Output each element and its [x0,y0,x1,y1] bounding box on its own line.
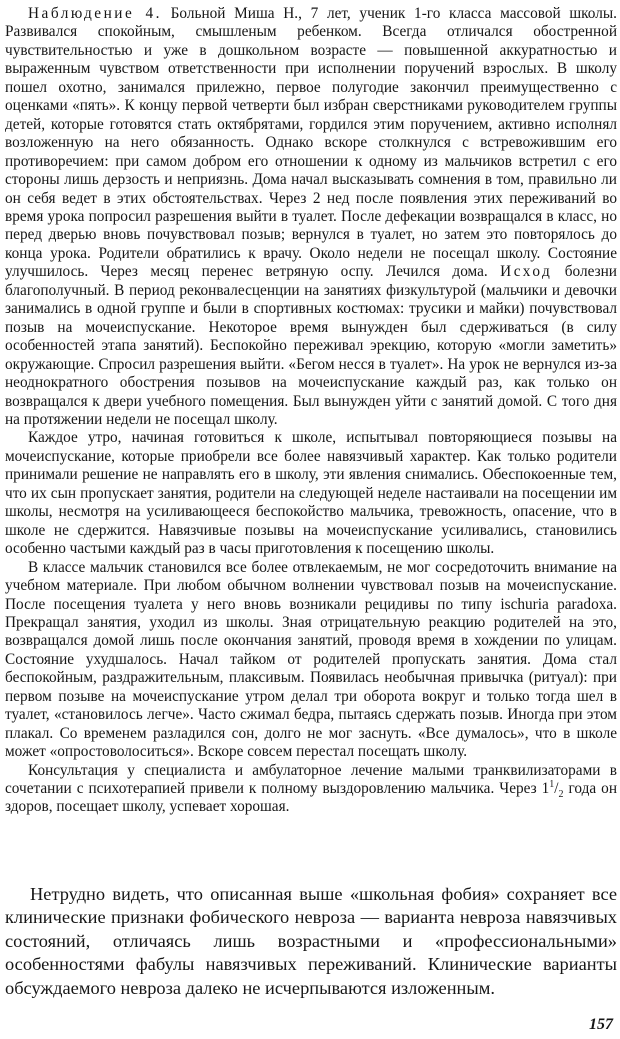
outcome-label: Исход [500,263,553,281]
fraction-numerator: 1 [549,778,555,790]
page-number: 157 [589,1016,613,1033]
observation-paragraph-4 [5,762,617,817]
main-text-block [5,883,617,1000]
observation-paragraph-1 [5,5,617,429]
treatment-text: Консультация у специалиста и амбулаторное лечение малыми транквилизаторами в сочетании с психотерапией привели к полному выздоровлению мальчика. Через 1 [5,761,617,798]
fraction: $^1/_2$ [549,778,564,801]
outcome-text: болезни благополучный. В период реконвалесценции на занятиях физкультурой (мальчики и девочки занимались в одной группе и были в спортивных костюмах: трусики и майки) почувствовал позыв на мочеиспускание. Некоторое время вынужден был сдерживаться (в силу особенностей этапа занятий). Беспокойно переживал эрекцию, которую «могли заметить» окружающие. Спросил разрешения выйти. «Бегом несся в туалет». На урок не вернулся из-за неоднократного обострения позывов на мочеиспускание каждый раз, как только он возвращался к двери учебного помещения. Был вынужден уйти с занятий домой. С того дня на протяжении недели не посещал школу. [5,263,617,428]
observation-heading: Наблюдение 4. [28,5,162,22]
observation-paragraph-2: Каждое утро, начиная готовиться к школе, испытывал повторяющиеся позывы на мочеиспускание, которые приобрели все более навязчивый характер. Как только родители принимали решение не направлять его в школу, эти явления снимались. Обеспокоенные тем, что их сын пропускает занятия, родители на следующей неделе настаивали на посещении им школы, несмотря на усиливающееся беспокойство мальчика, тревожность, опасение, что в школе не сдержится. Навязчивые позывы на мочеиспускание усиливались, становились особенно частыми каждый раз в часы приготовления к посещению школы. [5,429,617,558]
treatment-result-text: года он здоров, посещает школу, успевает хорошая. [5,780,618,816]
case-observation [5,5,617,817]
observation-paragraph-3: В классе мальчик становился все более отвлекаемым, не мог сосредоточить внимание на учебном материале. При любом обычном волнении чувствовал позыв на мочеиспускание. После посещения туалета у него вновь возникали рецидивы по типу ischuria paradoxa. Прекращал занятия, уходил из школы. Зная отрицательную реакцию родителей на это, возвращался домой лишь после окончания занятий, проводя время в хождении по улицам. Состояние ухудшалось. Начал тайком от родителей пропускать занятия. Дома стал беспокойным, раздражительным, плаксивым. Появилась необычная привычка (ритуал): при первом позыве на мочеиспускание утром делал три оборота вокруг и только тогда шел в туалет, «становилось легче». Часто сжимал бедра, пытаясь сдержать позыв. Иногда при этом плакал. Со временем разладился сон, долго не мог заснуть. «Все думалось», что в школе может «опростоволоситься». Вскоре совсем перестал посещать школу. [5,558,617,761]
fraction-denominator: 2 [558,789,564,801]
observation-intro-text: Больной Миша Н., 7 лет, ученик 1-го класса массовой школы. Развивался спокойным, смышленым ребенком. Всегда отличался обостренной чувствительностью и уже в дошкольном возрасте — повышенной аккуратностью и выраженным чувством ответственности при исполнении поручений взрослых. В школу пошел охотно, занимался прилежно, первое полугодие закончил преимущественно с оценками «пять». К концу первой четверти был избран сверстниками руководителем группы детей, которые готовятся стать октябрятами, гордился этим поручением, активно исполнял возложенную на него обязанность. Однако вскоре столкнулся с встревожившим его противоречием: при самом добром его отношении к одному из мальчиков встретил с его стороны лишь дерзость и неприязнь. Дома начал высказывать сомнения в том, правильно ли он себя ведет в этих обстоятельствах. Через 2 нед после появления этих переживаний во время урока попросил разрешения выйти в туалет. После дефекации возвращался в класс, но перед дверью вновь почувствовал позыв; вернулся в туалет, но затем это повторялось до конца урока. Родители обратились к врачу. Около недели не посещал школу. Состояние улучшилось. Через месяц перенес ветряную оспу. Лечился дома. [5,5,617,281]
main-paragraph: Нетрудно видеть, что описанная выше «школьная фобия» сохраняет все клинические признаки фобического невроза — варианта невроза навязчивых состояний, отличаясь лишь возрастными и «профессиональными» особенностями фабулы навязчивых переживаний. Клинические варианты обсуждаемого невроза далеко не исчерпываются изложенным. [5,884,617,998]
